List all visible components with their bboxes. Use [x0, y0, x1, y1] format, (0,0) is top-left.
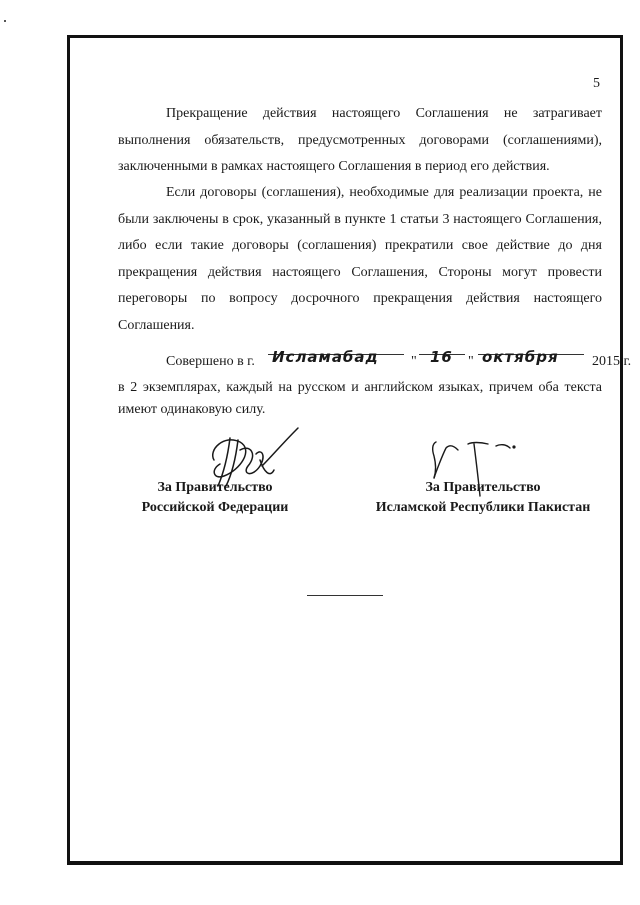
city-handwritten: Исламабад	[272, 348, 379, 366]
signatory-russia-line1: За Правительство	[157, 480, 273, 495]
paragraph-termination: Прекращение действия настоящего Соглашения не затрагивает выполнения обязательств, предусмотренных договорами (соглашениями), заключенными в рамках настоящего Соглашения в период его действия.	[118, 106, 602, 174]
signatory-pakistan-line1: За Правительство	[425, 480, 541, 495]
closing-rule	[307, 595, 383, 596]
month-handwritten: октября	[482, 348, 559, 366]
page-frame	[67, 35, 632, 865]
day-handwritten: 16	[430, 348, 453, 366]
scan-speck	[4, 20, 6, 22]
quote-close: "	[468, 354, 474, 369]
signatory-pakistan	[353, 478, 613, 518]
page-number: 5	[593, 76, 600, 91]
copies-statement: в 2 экземплярах, каждый на русском и английском языках, причем оба текста имеют одинаковую силу.	[118, 380, 602, 417]
done-year: 2015 г.	[592, 354, 632, 369]
done-prefix: Совершено в г.	[166, 354, 255, 369]
paragraph-contracts: Если договоры (соглашения), необходимые для реализации проекта, не были заключены в срок, указанный в пункте 1 статьи 3 настоящего Соглашения, либо если такие договоры (соглашения) прекратили свое действие до дня прекращения действия настоящего Соглашения, Стороны могут провести переговоры по вопросу досрочного прекращения действия настоящего Соглашения.	[118, 185, 602, 333]
done-line	[166, 348, 632, 374]
signatory-pakistan-line2: Исламской Республики Пакистан	[375, 500, 591, 515]
signatory-russia	[85, 478, 345, 518]
signatory-russia-line2: Российской Федерации	[141, 500, 289, 515]
quote-open: "	[411, 354, 417, 369]
